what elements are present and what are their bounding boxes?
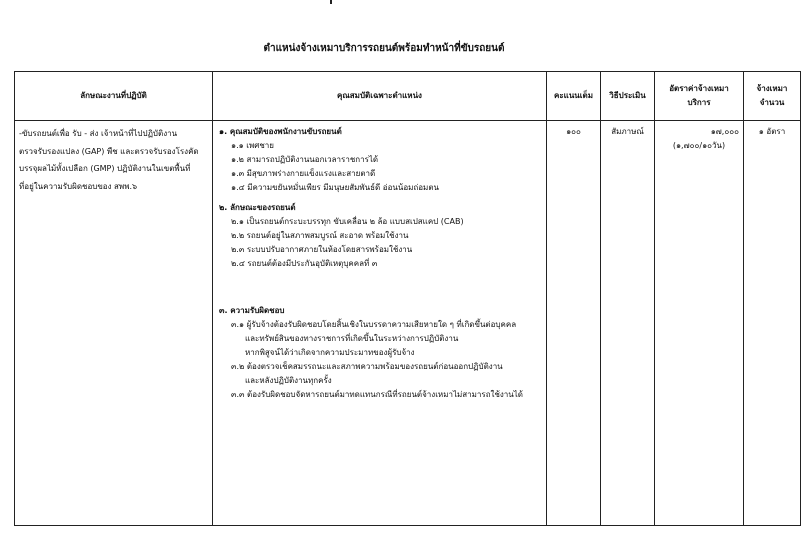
scan-mark	[330, 0, 332, 4]
qualification-item: ๑.๔ มีความขยันหมั่นเพียร มีมนุษยสัมพันธ์ดี อ่อนน้อมถ่อมตน	[231, 183, 439, 192]
responsibility-item-continuation: และทรัพย์สินของทางราชการที่เกิดขึ้นในระหว่างการปฏิบัติงาน	[245, 334, 459, 343]
header-full-score: คะแนนเต็ม	[547, 72, 601, 121]
header-duty: ลักษณะงานที่ปฏิบัติ	[15, 72, 213, 121]
section-driver-qualifications-title: ๑. คุณสมบัติของพนักงานขับรถยนต์	[219, 127, 342, 136]
header-hire-line1: จ้างเหมา	[756, 84, 788, 93]
header-hire-count	[744, 72, 801, 121]
page-title: ตำแหน่งจ้างเหมาบริการรถยนต์พร้อมทำหน้าที่ขับรถยนต์	[263, 43, 505, 54]
responsibility-item: ๓.๓ ต้องรับผิดชอบจัดหารถยนต์มาทดแทนกรณีที่รถยนต์จ้างเหมาไม่สามารถใช้งานได้	[231, 390, 523, 399]
full-score-cell: ๑๐๐	[547, 121, 601, 526]
duty-line: ตรวจรับรองแปลง (GAP) พืช และตรวจรับรองโรงคัด	[19, 146, 199, 156]
vehicle-item: ๒.๔ รถยนต์ต้องมีประกันอุบัติเหตุบุคคลที่ ๓	[231, 259, 378, 268]
rate-value: ๑๗,๐๐๐	[710, 127, 739, 136]
duty-cell	[15, 121, 213, 526]
header-method: วิธีประเมิน	[601, 72, 655, 121]
header-qualifications: คุณสมบัติเฉพาะตำแหน่ง	[213, 72, 547, 121]
hire-count-cell: ๑ อัตรา	[744, 121, 801, 526]
qualification-item: ๑.๒ สามารถปฏิบัติงานนอกเวลาราชการได้	[231, 155, 379, 164]
header-rate-line1: อัตราค่าจ้างเหมา	[669, 84, 729, 93]
responsibility-item-continuation: หากพิสูจน์ได้ว่าเกิดจากความประมาทของผู้รับจ้าง	[245, 348, 415, 357]
vehicle-item: ๒.๑ เป็นรถยนต์กระบะบรรทุก ขับเคลื่อน ๒ ล้อ แบบสเปสแคป (CAB)	[231, 217, 464, 226]
duty-line: บรรจุผลไม้ทั้งเปลือก (GMP) ปฏิบัติงานในเขตพื้นที่	[19, 164, 191, 174]
method-cell: สัมภาษณ์	[601, 121, 655, 526]
qualifications-cell	[213, 121, 547, 526]
qualification-item: ๑.๑ เพศชาย	[231, 141, 274, 150]
section-responsibility-title: ๓. ความรับผิดชอบ	[219, 306, 285, 315]
duty-line: ที่อยู่ในความรับผิดชอบของ สพพ.๖	[19, 181, 138, 191]
rate-detail: (๑,๗๐๐/๑๐วัน)	[672, 141, 726, 150]
vehicle-item: ๒.๒ รถยนต์อยู่ในสภาพสมบูรณ์ สะอาด พร้อมใช้งาน	[231, 231, 409, 240]
header-rate-line2: บริการ	[687, 98, 711, 107]
duty-line: -ขับรถยนต์เพื่อ รับ - ส่ง เจ้าหน้าที่ไปปฏิบัติงาน	[19, 129, 178, 138]
qualification-item: ๑.๓ มีสุขภาพร่างกายแข็งแรงและสายตาดี	[231, 169, 376, 178]
vehicle-item: ๒.๓ ระบบปรับอากาศภายในห้องโดยสารพร้อมใช้งาน	[231, 245, 413, 254]
section-vehicle-title: ๒. ลักษณะของรถยนต์	[219, 203, 296, 212]
position-spec-table	[14, 71, 801, 526]
rate-cell	[655, 121, 744, 526]
header-hire-line2: จำนวน	[759, 98, 785, 107]
responsibility-item-continuation: และหลังปฏิบัติงานทุกครั้ง	[245, 376, 332, 385]
table-row	[15, 121, 801, 526]
table-header-row	[15, 72, 801, 121]
header-rate	[655, 72, 744, 121]
responsibility-item: ๓.๒ ต้องตรวจเช็คสมรรถนะและสภาพความพร้อมของรถยนต์ก่อนออกปฏิบัติงาน	[231, 362, 503, 371]
responsibility-item: ๓.๑ ผู้รับจ้างต้องรับผิดชอบโดยสิ้นเชิงในบรรดาความเสียหายใด ๆ ที่เกิดขึ้นต่อบุคคล	[231, 320, 517, 329]
